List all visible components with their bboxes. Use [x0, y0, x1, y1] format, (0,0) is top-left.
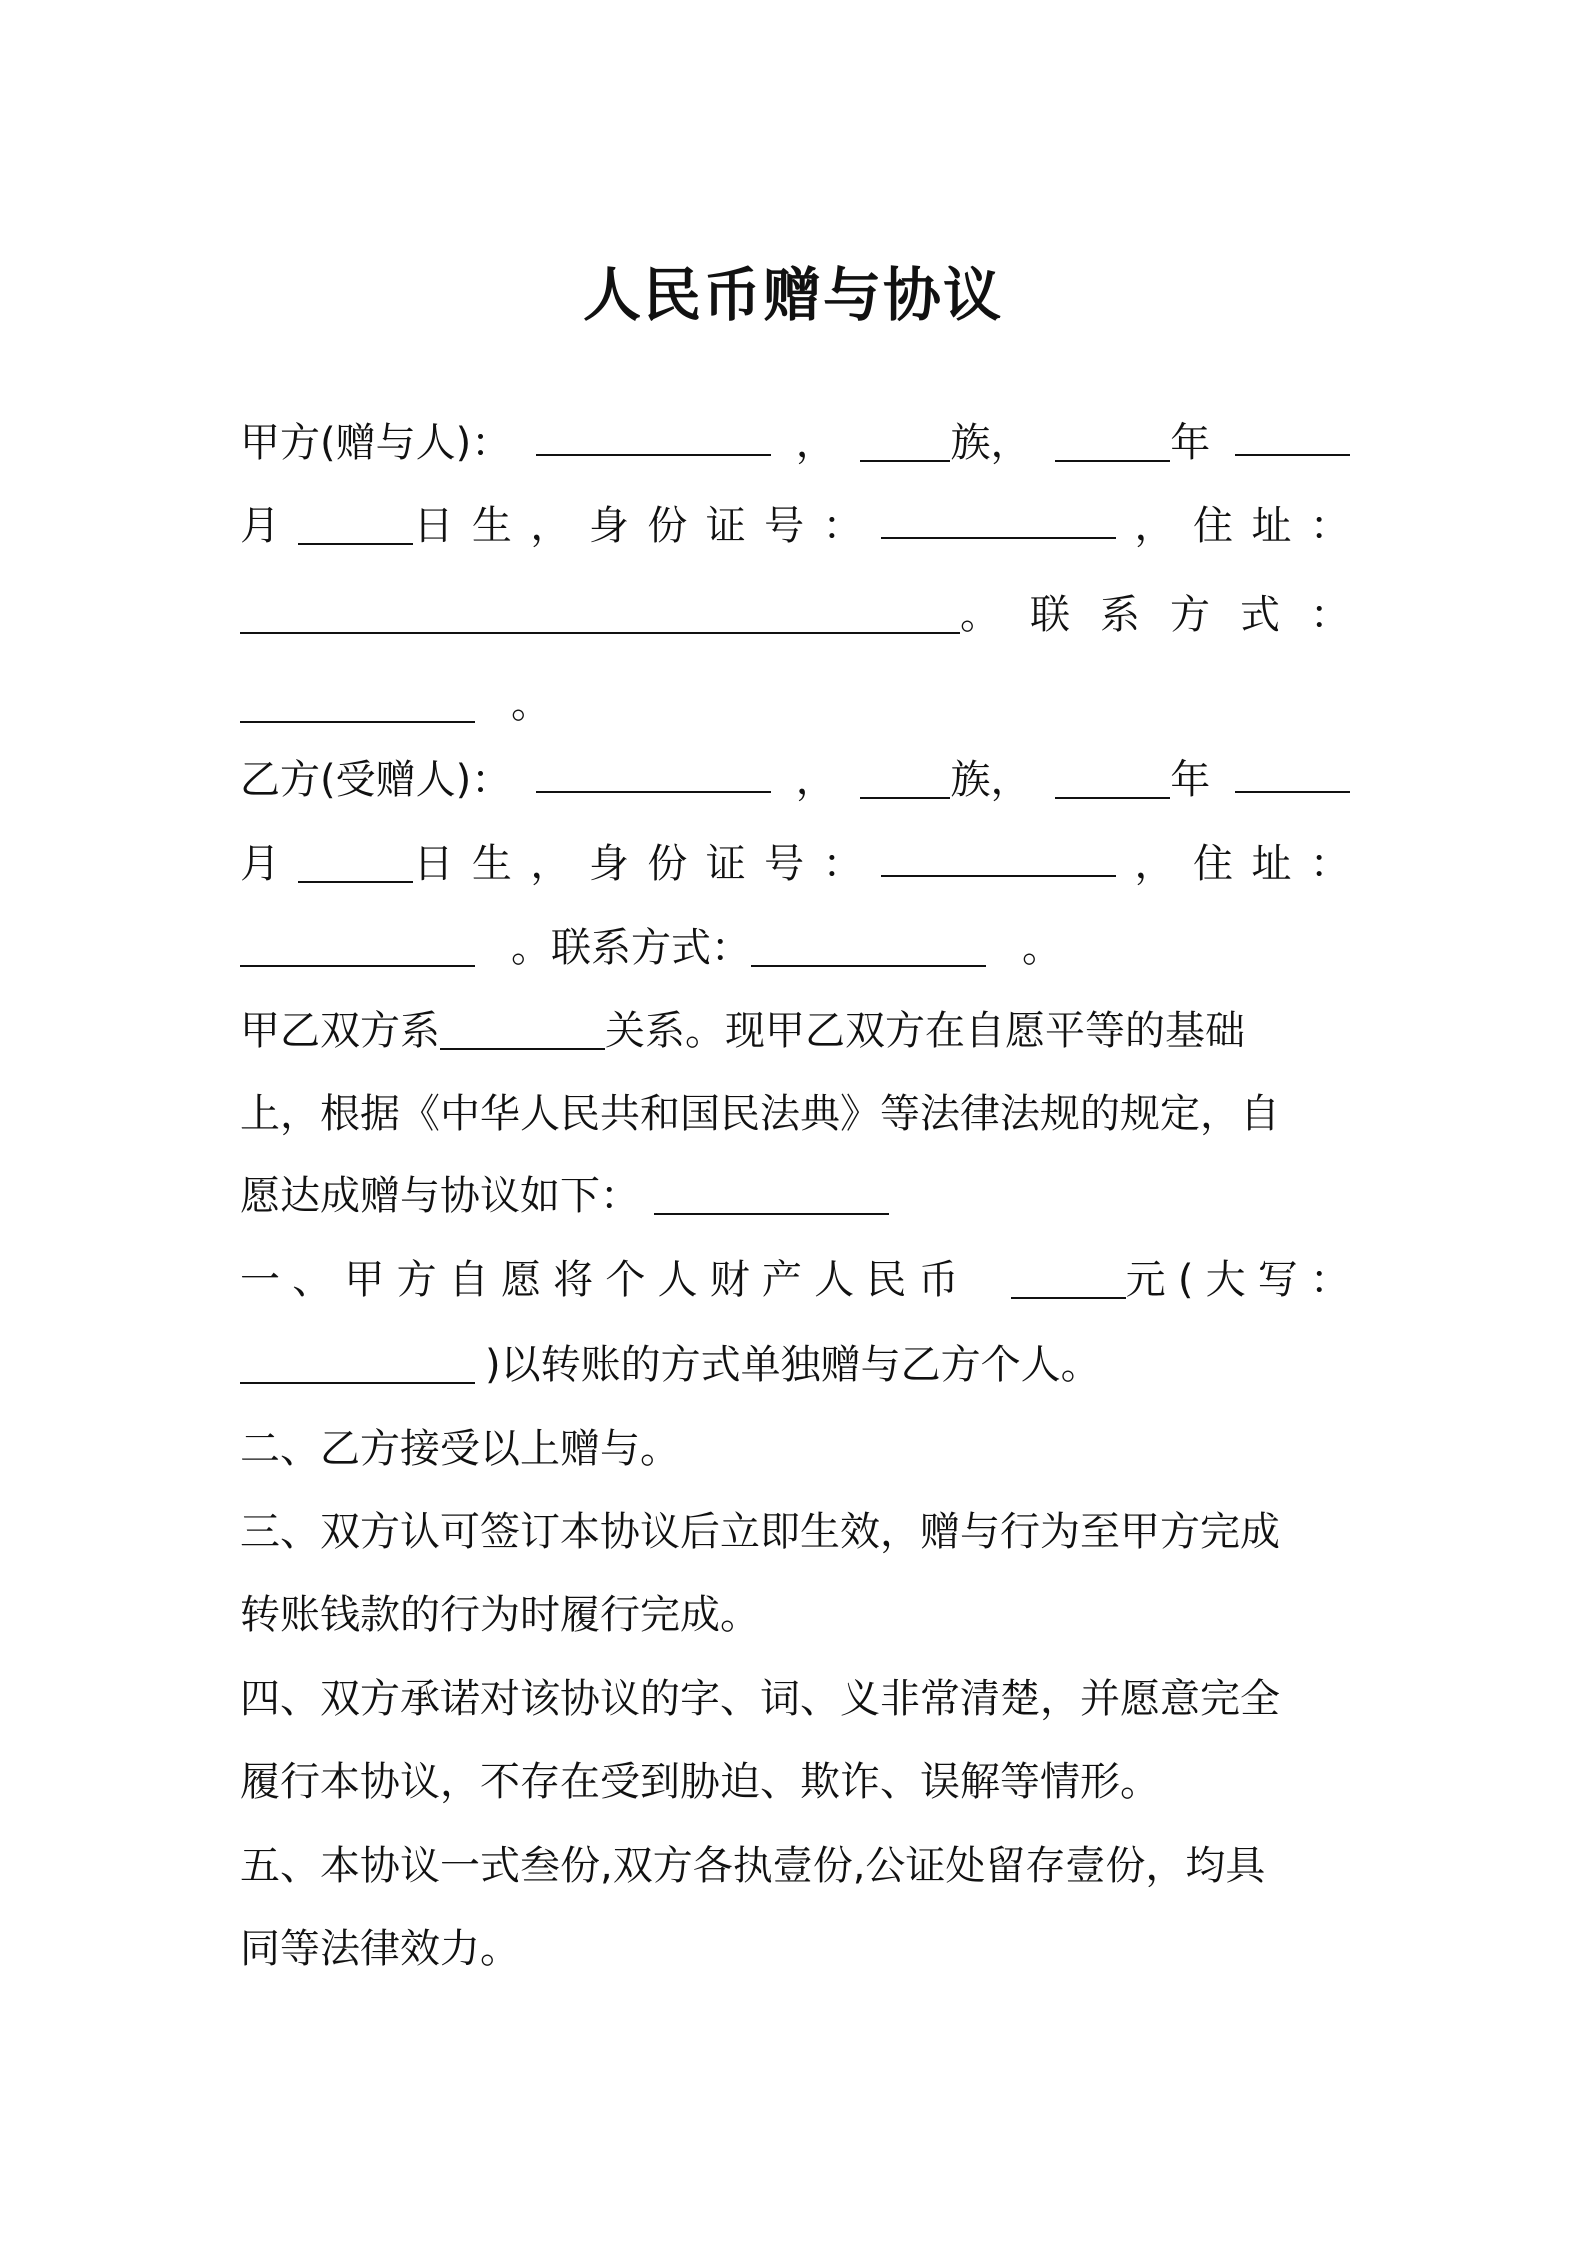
intro-line-2: [240, 1086, 1350, 1142]
clause-3-line-2: [240, 1587, 1350, 1643]
party-b-line-1: [240, 751, 1350, 808]
id-char: ：: [822, 503, 863, 549]
clause-text: 四、双方承诺对该协议的字、词、义非常清楚，并愿意完全: [240, 1676, 1280, 1722]
clause-text: )以转账的方式单独赠与乙方个人。: [485, 1342, 1101, 1388]
party-b-name-blank: [536, 751, 771, 793]
party-a-line-4: [240, 676, 1350, 732]
party-b-ethnicity-blank: [860, 757, 950, 799]
year-label: 年: [1170, 420, 1211, 466]
comma: ，: [795, 757, 836, 803]
party-b-line-2: [240, 835, 1350, 892]
id-char: ：: [822, 841, 863, 887]
party-a-ethnicity-blank: [860, 420, 950, 462]
party-b-id-blank: [881, 835, 1116, 877]
comma: ，: [795, 420, 836, 466]
born-label: 生: [471, 841, 512, 887]
party-b-label: 乙方(受赠人)：: [240, 757, 512, 803]
party-b-line-3: [240, 920, 1350, 976]
clause-1-char: 自: [448, 1257, 489, 1303]
comma: ，: [1134, 841, 1175, 887]
relationship-blank: [440, 1008, 605, 1050]
party-a-day-blank: [298, 503, 413, 545]
party-a-name-blank: [536, 414, 771, 456]
address-char: ：: [1309, 503, 1350, 549]
party-a-line-1: [240, 414, 1350, 471]
clause-1-char: 币: [918, 1257, 959, 1303]
clause-1-char: 将: [553, 1257, 594, 1303]
clause-1-line-1: [240, 1252, 1350, 1308]
ethnicity-label: 族，: [950, 757, 1031, 803]
daxie-char: 大: [1205, 1257, 1246, 1303]
contact-char: 式: [1240, 592, 1280, 638]
clause-1-char: 一: [240, 1257, 280, 1303]
id-char: 份: [647, 503, 688, 549]
clause-text: 履行本协议，不存在受到胁迫、欺诈、误解等情形。: [240, 1759, 1160, 1805]
intro-text: 关系。现甲乙双方在自愿平等的基础: [605, 1008, 1245, 1054]
daxie-char: ：: [1309, 1257, 1350, 1303]
party-b-address-blank: [240, 925, 475, 967]
address-char: 址: [1251, 503, 1292, 549]
id-char: 号: [764, 503, 805, 549]
party-a-address-blank: [240, 592, 960, 634]
contact-char: 系: [1100, 592, 1140, 638]
party-a-month-blank: [1235, 414, 1350, 456]
clause-1-char: 民: [866, 1257, 907, 1303]
contact-char: 方: [1170, 592, 1210, 638]
address-char: 住: [1192, 503, 1233, 549]
id-char: 身: [588, 503, 629, 549]
comma: ，: [1134, 503, 1175, 549]
clause-1-line-2: [240, 1337, 1350, 1393]
clause-4-line-2: [240, 1754, 1350, 1810]
year-label: 年: [1170, 757, 1211, 803]
party-b-contact-blank: [751, 925, 986, 967]
clause-1-char: 产: [761, 1257, 802, 1303]
clause-2: [240, 1421, 1350, 1477]
yuan-label: 元: [1125, 1257, 1166, 1303]
comma: ，: [530, 503, 571, 549]
party-a-line-2: [240, 497, 1350, 554]
party-b-contact-label: 。联系方式：: [511, 925, 751, 971]
clause-text: 五、本协议一式叁份,双方各执壹份,公证处留存壹份，均具: [240, 1843, 1266, 1889]
party-a-year-blank: [1055, 420, 1170, 462]
period: 。: [511, 681, 551, 727]
address-char: 址: [1251, 841, 1292, 887]
clause-1-char: 方: [396, 1257, 437, 1303]
clause-1-char: 愿: [500, 1257, 541, 1303]
clause-5-line-2: [240, 1921, 1350, 1977]
clause-text: 三、双方认可签订本协议后立即生效，赠与行为至甲方完成: [240, 1509, 1280, 1555]
party-b-day-blank: [298, 841, 413, 883]
clause-text: 二、乙方接受以上赠与。: [240, 1426, 680, 1472]
clause-text: 转账钱款的行为时履行完成。: [240, 1592, 760, 1638]
clause-3-line-1: [240, 1504, 1350, 1560]
id-char: 份: [647, 841, 688, 887]
id-char: 身: [588, 841, 629, 887]
ethnicity-label: 族，: [950, 420, 1031, 466]
clause-1-char: 、: [292, 1257, 333, 1303]
daxie-char: 写: [1257, 1257, 1298, 1303]
clause-text: 同等法律效力。: [240, 1926, 520, 1972]
id-char: 证: [705, 841, 746, 887]
comma: ，: [530, 841, 571, 887]
document-title: 人民币赠与协议: [582, 261, 1003, 329]
address-char: 住: [1192, 841, 1233, 887]
month-label: 月: [240, 503, 280, 549]
day-label: 日: [413, 841, 454, 887]
amount-uppercase-blank: [240, 1342, 475, 1384]
clause-5-line-1: [240, 1838, 1350, 1894]
contact-char: 联: [1030, 592, 1070, 638]
intro-text: 甲乙双方系: [240, 1008, 440, 1054]
party-a-contact-blank: [240, 681, 475, 723]
day-label: 日: [413, 503, 454, 549]
clause-1-char: 人: [814, 1257, 855, 1303]
clause-1-char: 财: [709, 1257, 750, 1303]
intro-text: 愿达成赠与协议如下：: [240, 1173, 640, 1219]
period: 。: [960, 592, 1000, 638]
intro-line-3: [240, 1168, 1350, 1224]
id-char: 号: [764, 841, 805, 887]
clause-1-char: 人: [657, 1257, 698, 1303]
amount-blank: [1011, 1257, 1126, 1299]
party-a-id-blank: [881, 497, 1116, 539]
intro-line-1: [240, 1003, 1350, 1059]
party-a-label: 甲方(赠与人)：: [240, 420, 512, 466]
month-label: 月: [240, 841, 280, 887]
intro-text: 上，根据《中华人民共和国民法典》等法律法规的规定，自: [240, 1091, 1280, 1137]
agreement-blank: [654, 1173, 889, 1215]
clause-4-line-1: [240, 1671, 1350, 1727]
daxie-char: (: [1177, 1257, 1194, 1303]
party-b-month-blank: [1235, 751, 1350, 793]
id-char: 证: [705, 503, 746, 549]
party-b-year-blank: [1055, 757, 1170, 799]
party-a-line-3: [240, 587, 1350, 643]
contact-char: ：: [1310, 592, 1350, 638]
born-label: 生: [471, 503, 512, 549]
address-char: ：: [1309, 841, 1350, 887]
clause-1-char: 甲: [344, 1257, 385, 1303]
clause-1-char: 个: [605, 1257, 646, 1303]
period: 。: [1022, 925, 1062, 971]
